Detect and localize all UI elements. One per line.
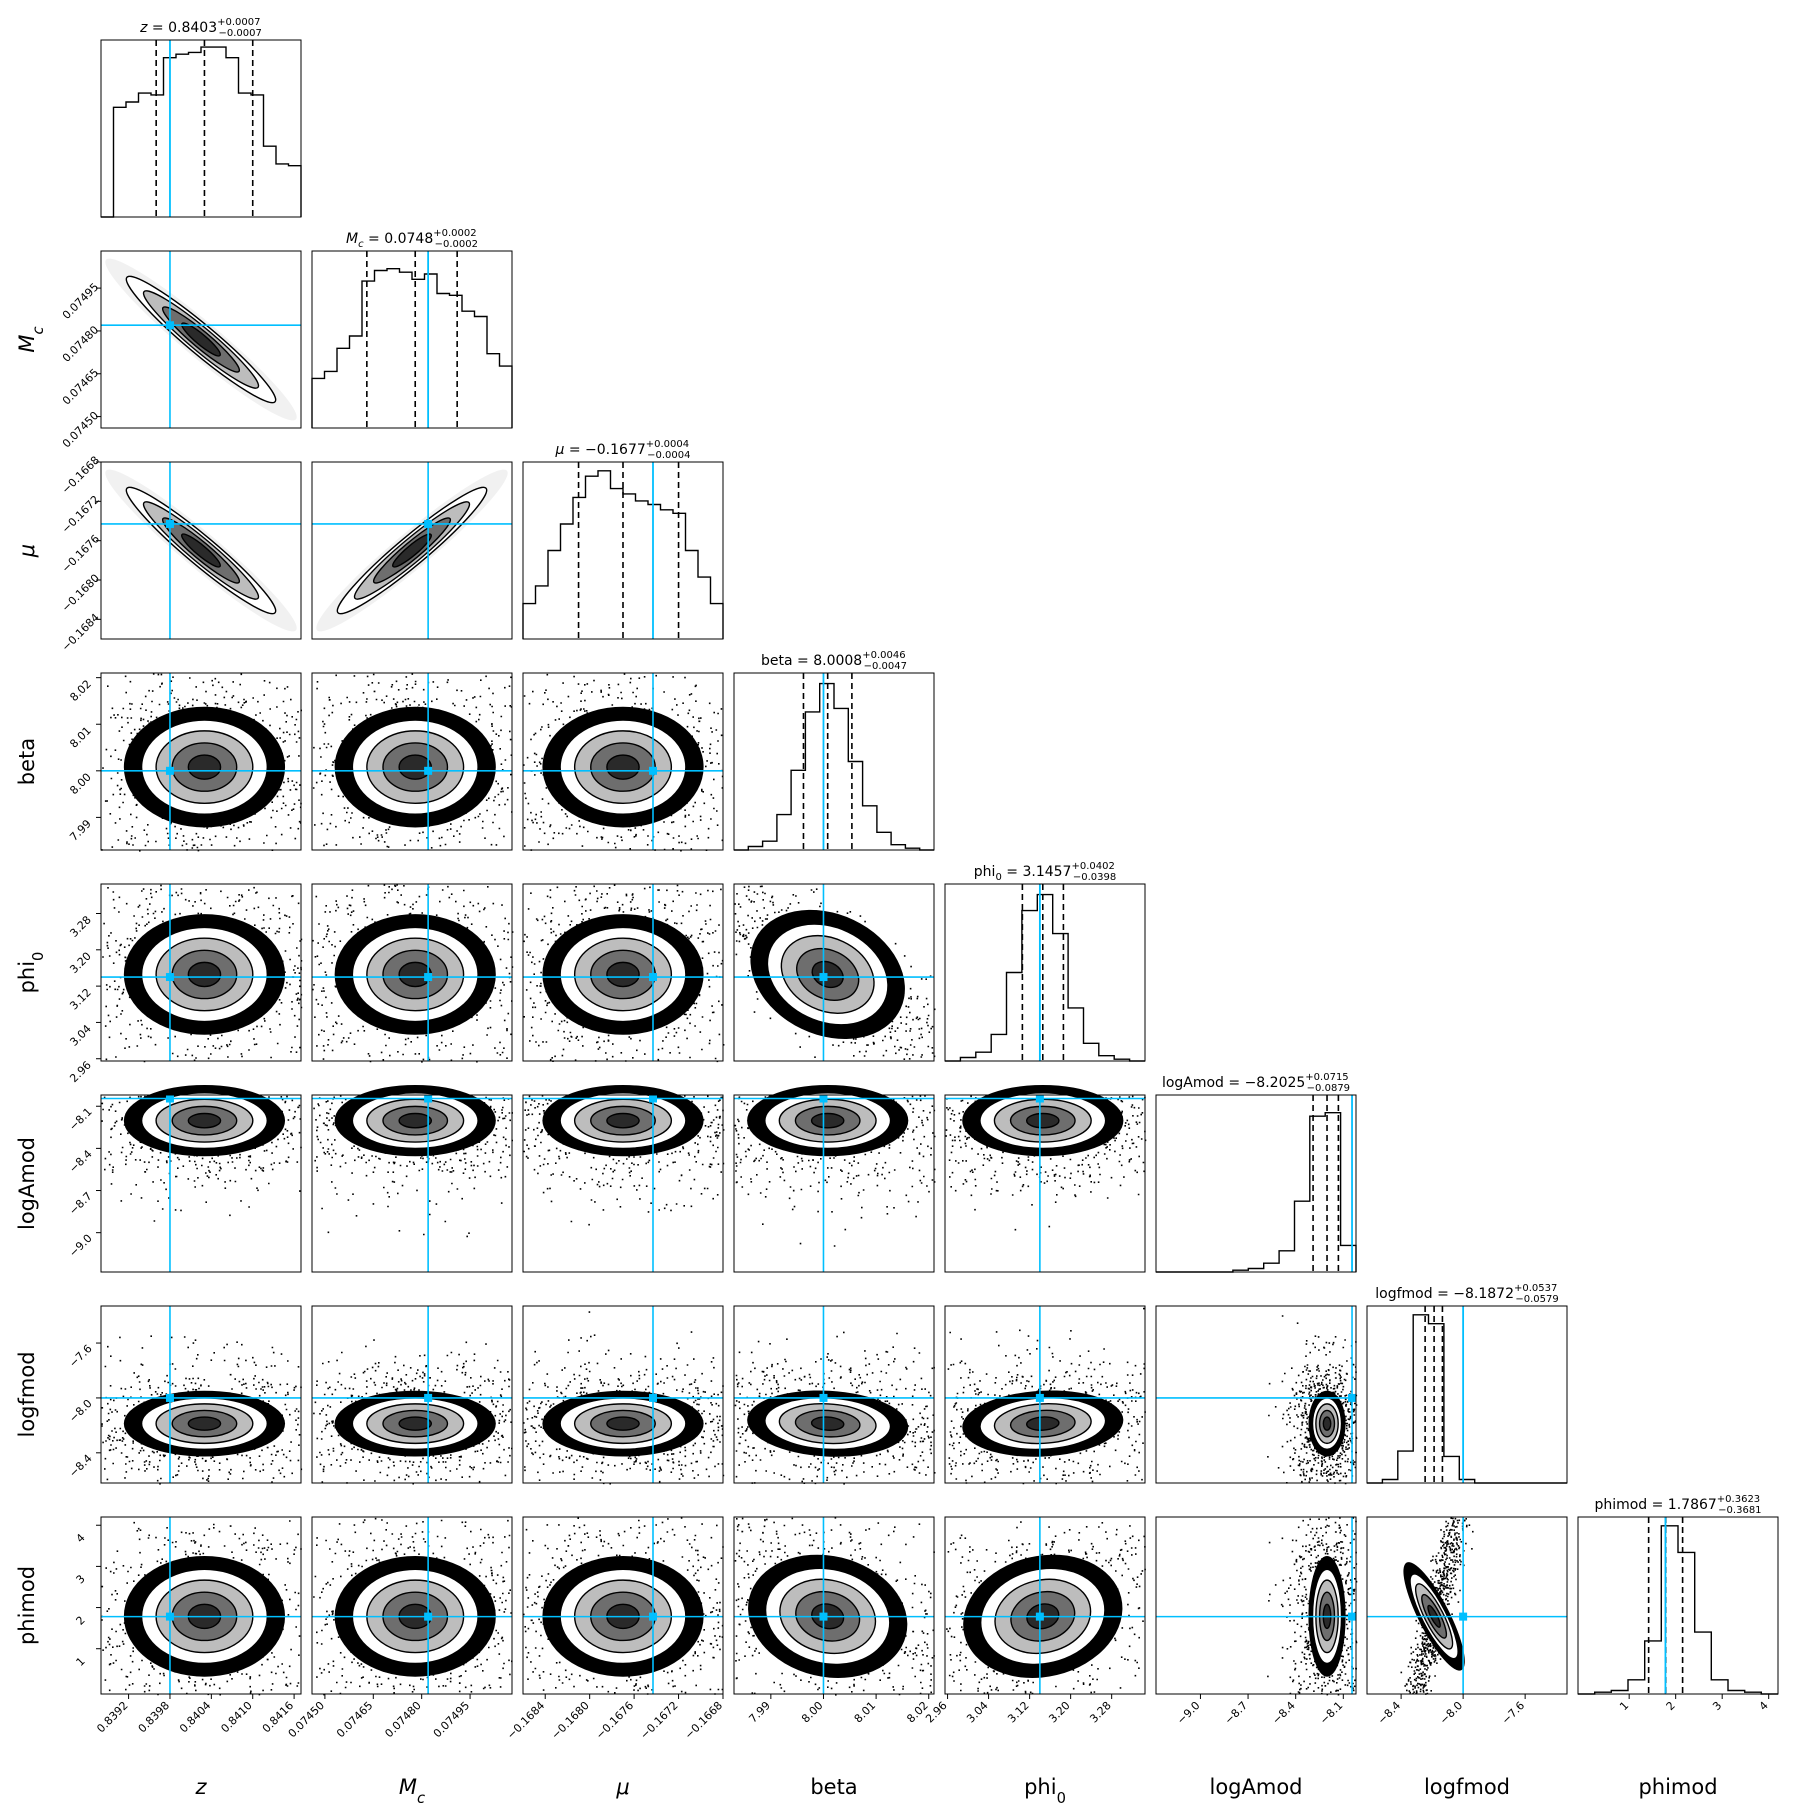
title-plus-error: +0.0715 — [1305, 1072, 1349, 1083]
xaxis-label-phimod: phimod — [1638, 1775, 1718, 1799]
yaxis-label-Mc — [15, 326, 47, 352]
truth-marker — [1036, 1394, 1044, 1402]
title-minus-error: −0.0047 — [863, 661, 907, 672]
xtick-label-phimod-0: 1 — [1617, 1698, 1632, 1714]
ytick-label-phi0-1: 3.04 — [67, 1022, 94, 1049]
ytick-label-mu-4: −0.1668 — [59, 453, 103, 497]
panel-logAmod-Mc — [312, 1085, 513, 1272]
xtick-label-z-0: 0.8392 — [94, 1698, 131, 1736]
title-symbol: M — [346, 231, 359, 247]
ytick-label-logAmod-3: −8.1 — [66, 1105, 95, 1134]
title-plus-error: +0.0002 — [433, 228, 477, 239]
truth-marker — [166, 1394, 174, 1402]
xtick-label-phi0-3: 3.20 — [1046, 1698, 1073, 1726]
xtick-label-z-4: 0.8416 — [259, 1698, 297, 1736]
title-plus-error: +0.0046 — [862, 650, 906, 661]
panel-logfmod-logAmod — [1156, 1306, 1357, 1484]
yaxis-label-mu: μ — [15, 543, 39, 558]
ytick-label-logfmod-0: −8.4 — [66, 1451, 95, 1480]
xaxis-label-beta: beta — [810, 1775, 858, 1799]
ytick-label-beta-3: 8.02 — [67, 677, 94, 704]
title-symbol: phi — [973, 864, 996, 880]
density-level-4 — [399, 1114, 431, 1128]
histogram-phimod — [1578, 1526, 1778, 1694]
panel-phimod-logfmod — [1367, 1517, 1567, 1727]
xtick-label-logAmod-2: −8.4 — [1269, 1698, 1298, 1728]
xtick-label-logAmod-3: −8.1 — [1317, 1698, 1346, 1728]
panel-logAmod-phi0 — [945, 1085, 1146, 1272]
panel-frame — [1156, 1095, 1356, 1272]
density-level-4 — [607, 1114, 639, 1128]
title-main: logfmod = −8.1872 — [1375, 1286, 1514, 1302]
title-main: beta = 8.0008 — [761, 653, 863, 669]
ytick-label-phi0-4: 3.28 — [67, 913, 94, 940]
label-sub: 0 — [29, 951, 47, 961]
ytick-label-Mc-2: 0.07480 — [59, 323, 102, 365]
ytick-label-Mc-1: 0.07465 — [59, 366, 102, 408]
xtick-label-z-2: 0.8404 — [177, 1698, 214, 1736]
truth-marker — [649, 1394, 657, 1402]
ytick-label-beta-0: 7.99 — [67, 817, 94, 844]
xtick-label-mu-2: −0.1676 — [593, 1698, 637, 1742]
ytick-label-mu-2: −0.1676 — [59, 532, 103, 576]
xtick-label-mu-4: −0.1668 — [682, 1698, 726, 1742]
title-symbol-sub: c — [358, 239, 364, 250]
title-main: phimod = 1.7867 — [1594, 1497, 1717, 1513]
density-level-4 — [188, 1417, 220, 1430]
xaxis-label-Mc — [399, 1775, 425, 1807]
ytick-label-mu-0: −0.1684 — [59, 610, 103, 654]
ytick-label-logfmod-2: −7.6 — [66, 1342, 95, 1371]
truth-marker — [166, 767, 174, 775]
xtick-label-phimod-3: 4 — [1756, 1698, 1771, 1714]
histogram-phi0 — [945, 895, 1145, 1061]
panel-phimod-Mc — [286, 1517, 513, 1740]
panel-phimod-phi0 — [923, 1517, 1146, 1725]
xtick-label-mu-1: −0.1680 — [548, 1698, 592, 1742]
panel-logfmod-z — [67, 1306, 303, 1485]
xtick-label-Mc-3: 0.07495 — [430, 1698, 473, 1741]
title-minus-error: −0.3681 — [1718, 1505, 1762, 1516]
title-symbol: μ — [555, 442, 565, 458]
ytick-label-mu-1: −0.1680 — [59, 571, 103, 615]
ytick-label-beta-1: 8.00 — [67, 770, 94, 798]
xtick-label-mu-3: −0.1672 — [637, 1698, 681, 1742]
xaxis-label-mu: μ — [616, 1775, 630, 1799]
panel-title-logAmod — [1162, 1072, 1350, 1094]
title-minus-error: −0.0398 — [1072, 872, 1117, 883]
truth-marker — [1036, 1613, 1044, 1621]
title-minus-error: −0.0579 — [1515, 1294, 1559, 1305]
panel-title-z — [139, 17, 262, 39]
ytick-label-Mc-3: 0.07495 — [59, 280, 102, 322]
truth-marker — [424, 1394, 432, 1402]
truth-marker — [819, 973, 827, 981]
truth-marker — [1348, 1394, 1356, 1402]
panel-title-Mc — [346, 228, 478, 250]
ytick-label-phimod-0: 1 — [73, 1654, 88, 1669]
title-minus-error: −0.0002 — [434, 239, 478, 250]
panel-phi0-z — [67, 884, 302, 1085]
xaxis-label-logfmod: logfmod — [1423, 1775, 1511, 1799]
xtick-label-z-3: 0.8410 — [218, 1698, 255, 1736]
title-minus-error: −0.0879 — [1306, 1083, 1351, 1094]
ytick-label-logAmod-0: −9.0 — [66, 1231, 95, 1260]
ytick-label-phimod-1: 2 — [73, 1613, 88, 1628]
ytick-label-phi0-3: 3.20 — [67, 949, 94, 977]
panel-frame — [1367, 1517, 1567, 1694]
panel-frame — [1367, 1306, 1567, 1483]
histogram-beta — [734, 684, 934, 850]
panel-z-z — [101, 17, 301, 217]
label-sub: 0 — [1056, 1789, 1066, 1807]
panel-title-phimod — [1594, 1494, 1761, 1516]
ytick-label-beta-2: 8.01 — [67, 724, 94, 751]
density-level-4 — [812, 1114, 844, 1128]
panel-title-phi0 — [974, 861, 1116, 883]
xtick-label-logfmod-1: −8.0 — [1437, 1698, 1466, 1728]
panel-logfmod-beta — [734, 1306, 936, 1485]
title-symbol-sub: 0 — [995, 872, 1002, 883]
panel-logfmod-logfmod — [1367, 1283, 1567, 1483]
truth-marker — [1036, 1095, 1044, 1103]
xtick-label-z-1: 0.8398 — [135, 1698, 173, 1736]
panel-phimod-z — [74, 1517, 302, 1735]
panel-mu-mu — [523, 439, 723, 639]
title-main: logAmod = −8.2025 — [1161, 1075, 1306, 1091]
truth-marker — [819, 1613, 827, 1621]
truth-marker — [819, 1394, 827, 1402]
xtick-label-Mc-1: 0.07465 — [334, 1698, 376, 1741]
density-level-4 — [1323, 1417, 1330, 1430]
yaxis-label-phimod: phimod — [15, 1565, 39, 1646]
xaxis-label-z: z — [195, 1775, 207, 1799]
title-symbol: z — [140, 20, 148, 36]
panel-phimod-beta — [734, 1517, 935, 1725]
panel-frame — [945, 884, 1145, 1061]
title-minus-error: −0.0004 — [647, 450, 691, 461]
panel-phi0-mu — [523, 884, 724, 1062]
xaxis-label-logAmod: logAmod — [1209, 1775, 1303, 1799]
xtick-label-phi0-1: 3.04 — [964, 1698, 991, 1726]
xtick-label-mu-0: −0.1684 — [504, 1698, 548, 1742]
yaxis-label-phi0 — [15, 952, 47, 994]
density-level-4 — [399, 1417, 431, 1430]
yaxis-label-logfmod: logfmod — [15, 1351, 39, 1438]
panel-Mc-Mc — [312, 228, 512, 428]
title-main: = −0.1677 — [564, 442, 646, 458]
panel-frame — [101, 40, 301, 217]
label-main: phi — [15, 960, 39, 994]
histogram-Mc — [312, 269, 512, 428]
panel-logAmod-logAmod — [1156, 1072, 1356, 1272]
truth-marker — [649, 1095, 657, 1103]
title-main: = 0.8403 — [147, 20, 218, 36]
xtick-label-phi0-4: 3.28 — [1087, 1698, 1114, 1726]
title-plus-error: +0.0402 — [1071, 861, 1115, 872]
panel-mu-z — [59, 454, 307, 654]
panel-Mc-z — [60, 246, 308, 450]
truth-marker — [166, 321, 174, 329]
title-minus-error: −0.0007 — [218, 28, 262, 39]
density-level-4 — [188, 1114, 220, 1128]
xtick-label-phimod-1: 2 — [1663, 1698, 1678, 1714]
ytick-label-logAmod-1: −8.7 — [66, 1189, 95, 1218]
label-sub: c — [417, 1789, 426, 1807]
panel-title-mu — [554, 439, 690, 461]
label-main: M — [15, 334, 39, 353]
xtick-label-Mc-0: 0.07450 — [285, 1698, 328, 1741]
density-level-4 — [607, 962, 639, 986]
truth-marker — [424, 520, 432, 528]
density-level-4 — [607, 1417, 639, 1430]
truth-marker — [166, 973, 174, 981]
xtick-label-beta-1: 8.00 — [799, 1698, 826, 1726]
panel-beta-Mc — [312, 673, 513, 850]
panel-logAmod-z — [67, 1085, 302, 1272]
title-plus-error: +0.0007 — [217, 17, 261, 28]
xtick-label-logAmod-1: −8.7 — [1222, 1698, 1251, 1728]
ytick-label-phimod-2: 3 — [73, 1572, 88, 1587]
title-main: = 0.0748 — [363, 231, 434, 247]
histogram-logAmod — [1156, 1113, 1356, 1272]
panel-phimod-logAmod — [1156, 1517, 1357, 1727]
title-main: = 3.1457 — [1001, 864, 1072, 880]
label-main: M — [398, 1775, 418, 1799]
panel-title-beta — [761, 650, 907, 672]
xtick-label-phi0-2: 3.12 — [1005, 1698, 1032, 1726]
density-level-4 — [1027, 1114, 1059, 1128]
density-level-4 — [188, 755, 220, 779]
panel-beta-beta — [734, 650, 934, 850]
panel-logfmod-Mc — [312, 1306, 513, 1485]
scatter-points — [1267, 1315, 1357, 1484]
panel-beta-mu — [523, 673, 723, 852]
xtick-label-phi0-0: 2.96 — [923, 1698, 950, 1726]
xtick-label-logfmod-0: −8.4 — [1375, 1698, 1404, 1728]
truth-marker — [424, 1613, 432, 1621]
xtick-label-Mc-2: 0.07480 — [382, 1698, 424, 1741]
panel-phi0-Mc — [312, 884, 513, 1063]
panel-phimod-mu — [504, 1517, 725, 1742]
density-level-4 — [607, 755, 639, 779]
ytick-label-phimod-3: 4 — [73, 1531, 88, 1546]
ytick-label-logAmod-2: −8.4 — [66, 1147, 95, 1176]
truth-marker — [649, 1613, 657, 1621]
yaxis-label-beta: beta — [15, 737, 39, 786]
truth-marker — [649, 973, 657, 981]
xtick-label-beta-2: 8.01 — [851, 1698, 879, 1726]
panel-beta-z — [67, 673, 302, 852]
scatter-cloud — [1267, 1315, 1357, 1484]
truth-marker — [166, 1613, 174, 1621]
xtick-label-phimod-2: 3 — [1710, 1698, 1725, 1714]
truth-marker — [424, 767, 432, 775]
ytick-label-logfmod-1: −8.0 — [66, 1396, 95, 1426]
panel-logAmod-beta — [734, 1085, 936, 1272]
histogram-z — [101, 47, 301, 217]
truth-marker — [424, 973, 432, 981]
title-plus-error: +0.0004 — [645, 439, 690, 450]
ytick-label-mu-3: −0.1672 — [59, 492, 103, 536]
panel-phi0-phi0 — [945, 861, 1145, 1061]
ytick-label-phi0-0: 2.96 — [67, 1058, 94, 1086]
truth-marker — [649, 767, 657, 775]
truth-marker — [1348, 1613, 1356, 1621]
truth-marker — [424, 1095, 432, 1103]
histogram-logfmod — [1367, 1315, 1567, 1483]
xaxis-label-phi0 — [1024, 1775, 1066, 1807]
ytick-label-phi0-2: 3.12 — [67, 985, 94, 1013]
panel-phimod-phimod — [1578, 1494, 1778, 1713]
ytick-label-Mc-0: 0.07450 — [59, 408, 102, 451]
label-sub: c — [29, 326, 47, 335]
xtick-label-beta-3: 8.02 — [904, 1698, 931, 1726]
panel-phi0-beta — [729, 884, 936, 1064]
xtick-label-logfmod-2: −7.6 — [1499, 1698, 1528, 1728]
panel-logfmod-phi0 — [945, 1306, 1146, 1484]
title-plus-error: +0.0537 — [1513, 1283, 1558, 1294]
xtick-label-beta-0: 7.99 — [746, 1698, 773, 1726]
truth-marker — [166, 1095, 174, 1103]
label-main: phi — [1024, 1775, 1057, 1799]
xtick-label-logAmod-0: −9.0 — [1174, 1698, 1203, 1728]
truth-marker — [166, 520, 174, 528]
panel-mu-Mc — [305, 457, 518, 644]
density-level-4 — [188, 962, 220, 986]
yaxis-label-logAmod: logAmod — [15, 1136, 39, 1231]
panel-title-logfmod — [1375, 1283, 1558, 1305]
panel-logAmod-mu — [523, 1085, 724, 1272]
title-plus-error: +0.3623 — [1716, 1494, 1761, 1505]
truth-marker — [1459, 1613, 1467, 1621]
truth-marker — [819, 1095, 827, 1103]
panel-logfmod-mu — [523, 1306, 724, 1485]
